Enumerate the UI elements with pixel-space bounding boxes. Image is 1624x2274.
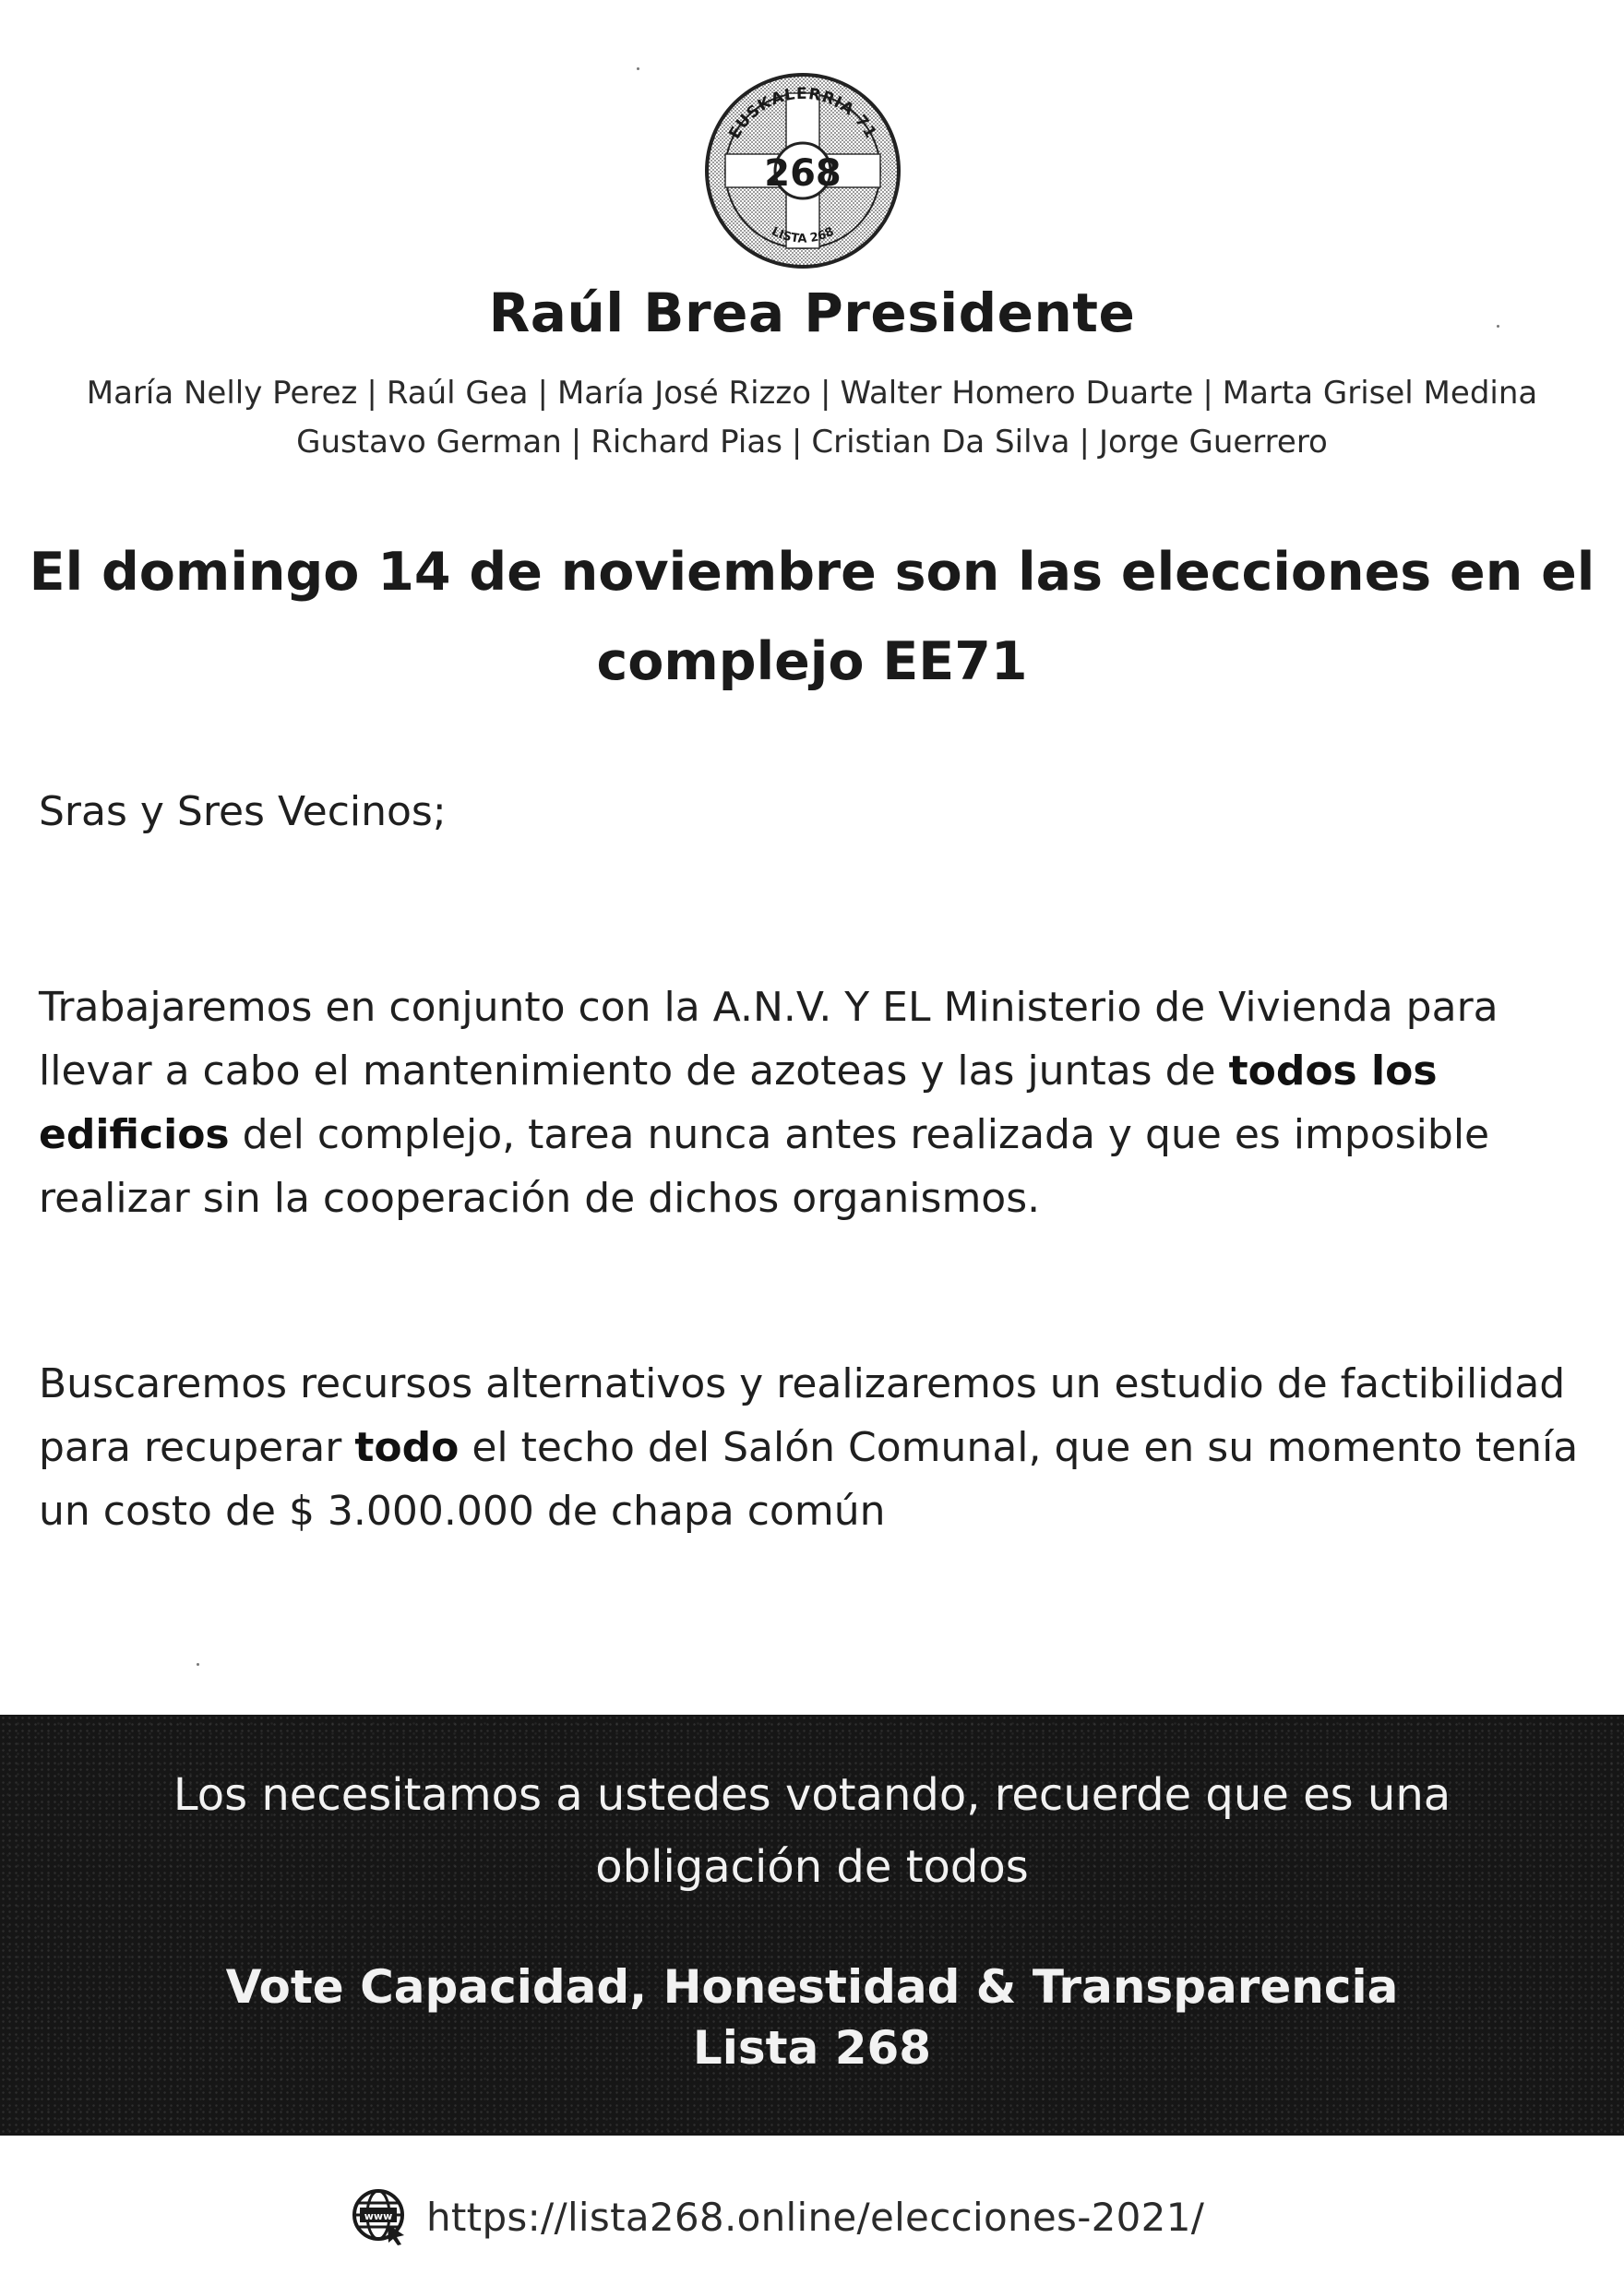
paragraph-community-hall: Buscaremos recursos alternativos y realizaremos un estudio de factibilidad para recuperar todo el techo del Salón Comunal, que en su momento tenía un costo de $ 3.000.000 de chapa común	[39, 1360, 1579, 1535]
website-footer	[351, 2187, 1204, 2246]
member-name: María Nelly Perez	[86, 375, 358, 412]
logo-top-text: EUSKALERRIA 71	[725, 84, 880, 143]
member-name: Walter Homero Duarte	[840, 375, 1194, 412]
list-number: Lista 268	[692, 2021, 932, 2075]
paragraph-maintenance: Trabajaremos en conjunto con la A.N.V. Y EL Ministerio de Vivienda para llevar a cabo el mantenimiento de azoteas y las juntas de todos los edificios del complejo, tarea nunca antes realizada y que es imposible realizar sin la cooperación de dichos organismos.	[39, 984, 1499, 1222]
election-headline: El domingo 14 de noviembre son las elecciones en el complejo EE71	[29, 542, 1595, 692]
member-name: Gustavo German	[296, 424, 562, 461]
scan-speck	[637, 67, 639, 70]
member-name: Richard Pias	[591, 424, 782, 461]
member-name: Cristian Da Silva	[811, 424, 1070, 461]
members-line-2: Gustavo German | Richard Pias | Cristian Da Silva | Jorge Guerrero	[296, 424, 1328, 461]
svg-text:www: www	[364, 2210, 393, 2222]
logo-bottom-text: LISTA 268	[769, 224, 837, 246]
greeting: Sras y Sres Vecinos;	[39, 788, 447, 835]
lista-268-seal-logo	[701, 69, 904, 272]
member-name: Jorge Guerrero	[1098, 424, 1328, 461]
call-to-action-banner	[0, 1715, 1624, 2136]
emphasis-text: todos los edificios	[39, 1047, 1438, 1158]
banner-slogan	[0, 1957, 1624, 2078]
website-url[interactable]: https://lista268.online/elecciones-2021/	[426, 2194, 1205, 2240]
member-name: Raúl Gea	[386, 375, 529, 412]
banner-message: Los necesitamos a ustedes votando, recuerde que es una obligación de todos	[173, 1769, 1451, 1893]
members-list	[28, 369, 1596, 467]
members-line-1: María Nelly Perez | Raúl Gea | María José Rizzo | Walter Homero Duarte | Marta Grisel Medina	[86, 375, 1538, 412]
emphasis-text: todo	[354, 1424, 460, 1471]
member-name: María José Rizzo	[556, 375, 812, 412]
logo-number: 268	[764, 152, 842, 195]
slogan-text: Vote Capacidad, Honestidad & Transparencia	[225, 1960, 1399, 2014]
member-name: Marta Grisel Medina	[1222, 375, 1538, 412]
globe-www-icon	[351, 2187, 410, 2246]
scan-speck	[1497, 325, 1499, 328]
candidate-title: Raúl Brea Presidente	[488, 281, 1136, 344]
scan-speck	[197, 1663, 199, 1666]
